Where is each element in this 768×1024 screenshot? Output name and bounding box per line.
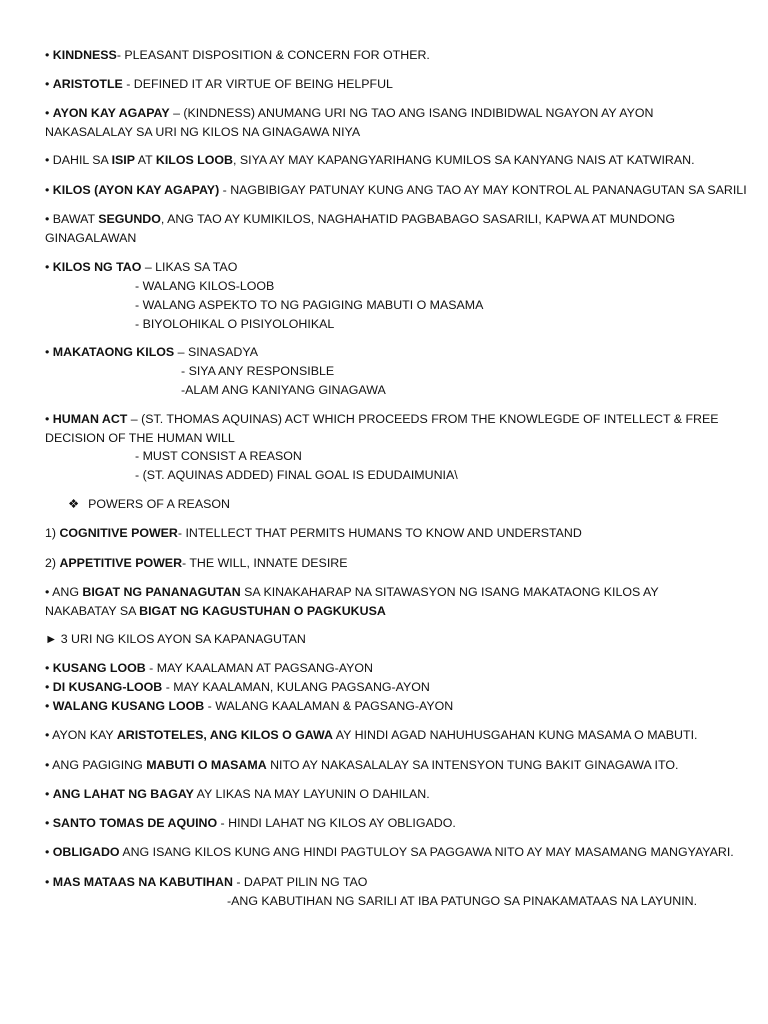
note-ayon-kay-agapay bbox=[45, 104, 728, 142]
text: ANG PAGIGING bbox=[52, 758, 147, 772]
term: KINDNESS bbox=[52, 48, 117, 62]
text: AT bbox=[134, 153, 156, 167]
note-aristoteles bbox=[45, 726, 728, 745]
bullet-icon: • bbox=[45, 661, 50, 675]
term: MABUTI O MASAMA bbox=[146, 758, 267, 772]
term: ARISTOTELES, ANG KILOS O GAWA bbox=[116, 728, 334, 742]
term: BIGAT NG KAGUSTUHAN O PAGKUKUSA bbox=[139, 604, 386, 618]
note-makataong-kilos bbox=[45, 343, 728, 362]
definition: - HINDI LAHAT NG KILOS AY OBLIGADO. bbox=[217, 816, 456, 830]
definition: - THE WILL, INNATE DESIRE bbox=[182, 556, 348, 570]
heading-text: POWERS OF A REASON bbox=[88, 497, 230, 511]
sub-item: -ALAM ANG KANIYANG GINAGAWA bbox=[181, 383, 386, 397]
bullet-icon: • bbox=[45, 77, 50, 91]
note-appetitive-power bbox=[45, 554, 728, 573]
bullet-icon: • bbox=[45, 260, 50, 274]
term: BIGAT NG PANANAGUTAN bbox=[82, 585, 241, 599]
bullet-icon: • bbox=[45, 758, 50, 772]
definition: – LIKAS SA TAO bbox=[141, 260, 238, 274]
note-kindness bbox=[45, 46, 728, 65]
note-aristotle bbox=[45, 75, 728, 94]
term: DI KUSANG-LOOB bbox=[52, 680, 163, 694]
note-kusang-loob bbox=[45, 659, 728, 678]
text: AY HINDI AGAD NAHUHUSGAHAN KUNG MASAMA O MABUTI. bbox=[333, 728, 698, 742]
note-santo-tomas bbox=[45, 814, 728, 833]
definition: – (KINDNESS) ANUMANG URI NG TAO ANG ISANG INDIBIDWAL NGAYON AY AYON NAKASALALAY SA URI NG KILOS NA GINAGAWA NIYA bbox=[45, 106, 654, 139]
term: ANG LAHAT NG BAGAY bbox=[52, 787, 194, 801]
term: KILOS NG TAO bbox=[52, 260, 142, 274]
definition: - WALANG KAALAMAN & PAGSANG-AYON bbox=[204, 699, 454, 713]
diamond-bullet-icon: ❖ bbox=[68, 497, 80, 511]
term: APPETITIVE POWER bbox=[59, 556, 183, 570]
bullet-icon: • bbox=[45, 816, 50, 830]
sub-item: -ANG KABUTIHAN NG SARILI AT IBA PATUNGO SA PINAKAMATAAS NA LAYUNIN. bbox=[227, 894, 698, 908]
bullet-icon: • bbox=[45, 787, 50, 801]
definition: - MAY KAALAMAN, KULANG PAGSANG-AYON bbox=[162, 680, 430, 694]
note-mas-mataas-na-kabutihan bbox=[45, 873, 728, 892]
item-number: 1) bbox=[45, 526, 60, 540]
definition: – (ST. THOMAS AQUINAS) ACT WHICH PROCEEDS FROM THE KNOWLEGDE OF INTELLECT & FREE DECISION OF THE HUMAN WILL bbox=[45, 412, 719, 445]
term: HUMAN ACT bbox=[52, 412, 128, 426]
text: , SIYA AY MAY KAPANGYARIHANG KUMILOS SA KANYANG NAIS AT KATWIRAN. bbox=[232, 153, 695, 167]
arrow-bullet-icon: ► bbox=[45, 632, 58, 646]
term: MAKATAONG KILOS bbox=[52, 345, 175, 359]
term: MAS MATAAS NA KABUTIHAN bbox=[52, 875, 233, 889]
sub-item: - (ST. AQUINAS ADDED) FINAL GOAL IS EDUDAIMUNIA\ bbox=[135, 468, 458, 482]
text: BAWAT bbox=[52, 212, 99, 226]
item-number: 2) bbox=[45, 556, 60, 570]
heading-text: 3 URI NG KILOS AYON SA KAPANAGUTAN bbox=[57, 632, 306, 646]
note-bigat-ng-pananagutan bbox=[45, 583, 728, 621]
bullet-icon: • bbox=[45, 412, 50, 426]
bullet-icon: • bbox=[45, 699, 50, 713]
text: SA KINAKAHARAP NA SITAWASYON NG ISANG MAKATAONG KILOS AY NAKABATAY SA bbox=[45, 585, 659, 618]
bullet-icon: • bbox=[45, 845, 50, 859]
definition: - DEFINED IT AR VIRTUE OF BEING HELPFUL bbox=[122, 77, 393, 91]
sub-item: - BIYOLOHIKAL O PISIYOLOHIKAL bbox=[135, 317, 335, 331]
sub-item: - WALANG ASPEKTO TO NG PAGIGING MABUTI O MASAMA bbox=[135, 298, 484, 312]
text: , ANG TAO AY KUMIKILOS, NAGHAHATID PAGBABAGO SASARILI, KAPWA AT MUNDONG GINAGALAWAN bbox=[45, 212, 675, 245]
bullet-icon: • bbox=[45, 680, 50, 694]
note-human-act bbox=[45, 410, 728, 448]
note-kilos-agapay bbox=[45, 181, 747, 200]
bullet-icon: • bbox=[45, 153, 50, 167]
term: AYON KAY AGAPAY bbox=[52, 106, 170, 120]
definition: - INTELLECT THAT PERMITS HUMANS TO KNOW AND UNDERSTAND bbox=[177, 526, 582, 540]
term: SANTO TOMAS DE AQUINO bbox=[52, 816, 218, 830]
bullet-icon: • bbox=[45, 106, 50, 120]
text: ANG bbox=[52, 585, 83, 599]
term: WALANG KUSANG LOOB bbox=[52, 699, 205, 713]
definition: - MAY KAALAMAN AT PAGSANG-AYON bbox=[145, 661, 373, 675]
term: COGNITIVE POWER bbox=[59, 526, 178, 540]
definition: - NAGBIBIGAY PATUNAY KUNG ANG TAO AY MAY KONTROL AL PANANAGUTAN SA SARILI bbox=[219, 183, 747, 197]
term: KILOS (AYON KAY AGAPAY) bbox=[52, 183, 220, 197]
note-lahat-ng-bagay bbox=[45, 785, 728, 804]
bullet-icon: • bbox=[45, 183, 50, 197]
note-mabuti-o-masama bbox=[45, 756, 728, 775]
note-walang-kusang-loob bbox=[45, 697, 728, 716]
note-kilos-ng-tao bbox=[45, 258, 728, 277]
definition: - DAPAT PILIN NG TAO bbox=[232, 875, 368, 889]
bullet-icon: • bbox=[45, 212, 50, 226]
bullet-icon: • bbox=[45, 585, 50, 599]
note-di-kusang-loob bbox=[45, 678, 728, 697]
definition: ANG ISANG KILOS KUNG ANG HINDI PAGTULOY SA PAGGAWA NITO AY MAY MASAMANG MANGYAYARI. bbox=[119, 845, 734, 859]
bullet-icon: • bbox=[45, 875, 50, 889]
note-cognitive-power bbox=[45, 524, 728, 543]
sub-item: - MUST CONSIST A REASON bbox=[135, 449, 302, 463]
text: DAHIL SA bbox=[52, 153, 112, 167]
term: ISIP bbox=[111, 153, 135, 167]
sub-item: - SIYA ANY RESPONSIBLE bbox=[181, 364, 335, 378]
note-bawat-segundo bbox=[45, 210, 728, 248]
definition: AY LIKAS NA MAY LAYUNIN O DAHILAN. bbox=[193, 787, 430, 801]
term: ARISTOTLE bbox=[52, 77, 123, 91]
definition: - PLEASANT DISPOSITION & CONCERN FOR OTHER. bbox=[116, 48, 430, 62]
term: KILOS LOOB bbox=[155, 153, 233, 167]
sub-item: - WALANG KILOS-LOOB bbox=[135, 279, 275, 293]
heading-powers-of-reason bbox=[68, 495, 728, 514]
term: KUSANG LOOB bbox=[52, 661, 146, 675]
bullet-icon: • bbox=[45, 728, 50, 742]
text: NITO AY NAKASALALAY SA INTENSYON TUNG BAKIT GINAGAWA ITO. bbox=[266, 758, 679, 772]
note-obligado bbox=[45, 843, 734, 862]
term: OBLIGADO bbox=[52, 845, 120, 859]
heading-3-uri bbox=[45, 630, 728, 649]
note-isip-kilos-loob bbox=[45, 151, 728, 170]
bullet-icon: • bbox=[45, 48, 50, 62]
definition: – SINASADYA bbox=[174, 345, 258, 359]
text: AYON KAY bbox=[52, 728, 117, 742]
term: SEGUNDO bbox=[98, 212, 161, 226]
bullet-icon: • bbox=[45, 345, 50, 359]
